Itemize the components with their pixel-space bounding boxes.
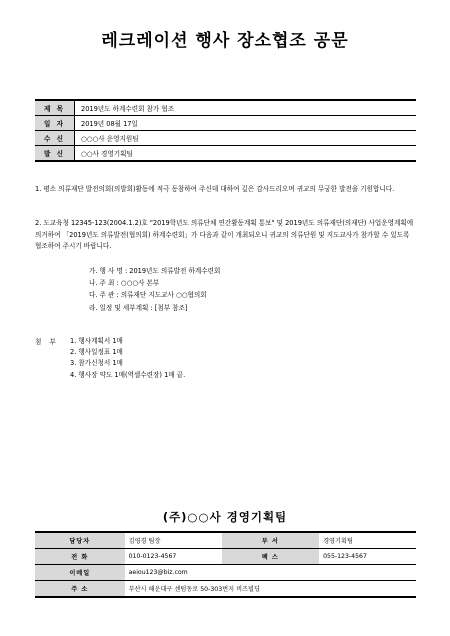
- fax-value: 055-123-4567: [319, 549, 416, 565]
- list-item: 라. 일정 및 세부계획 : [첨부 참조]: [89, 303, 188, 312]
- list-item: 1. 행사계획서 1매: [70, 337, 123, 345]
- header-info-table: [35, 99, 416, 162]
- event-details-list: [89, 265, 220, 314]
- header-value: ○○○사 운영지원팀: [75, 131, 417, 146]
- list-item: 다. 주 관 : 의류재단 지도교사 ○○협의회: [89, 291, 207, 300]
- document-title: 레크레이션 행사 장소협조 공문: [101, 31, 349, 51]
- contact-table: [35, 531, 416, 598]
- header-value: 2019년 08월 17일: [75, 116, 417, 131]
- email-value: aeiou123@biz.com: [125, 565, 416, 581]
- header-row-recipient: [35, 131, 416, 146]
- list-item: 3. 참가신청서 1매: [70, 359, 123, 368]
- phone-value: 010-0123-4567: [125, 549, 222, 565]
- header-row-subject: [35, 100, 416, 116]
- list-item: 2. 행사일정표 1매: [70, 348, 123, 357]
- attachments-label: 첨 부: [35, 338, 59, 346]
- list-item: 4. 행사장 약도 1매(역셀수련장) 1매 끝.: [70, 370, 186, 379]
- header-label: 제 목: [35, 100, 75, 116]
- manager-label: 담당자: [35, 532, 125, 549]
- table-row: [35, 565, 416, 581]
- header-value: ○○사 경영기획팀: [75, 146, 417, 162]
- header-label: 일 자: [35, 116, 75, 131]
- list-item: 나. 주 최 : ○○○사 본부: [89, 279, 160, 288]
- header-value: 2019년도 하계수련회 참가 협조: [75, 100, 417, 116]
- table-row: [35, 532, 416, 549]
- table-row: [35, 581, 416, 598]
- address-value: 부산시 해운대구 센텀동로 50-303번지 비즈빌딩: [125, 581, 416, 598]
- paragraph-2: 2. 도교육청 12345-123(2004.1.2)호 "2019학년도 의류단체 연간활동계획 통보" 및 2019년도 의류재단(의재단) 사업운영계획에 의거하여 「2019년도 의류발전(협의회) 하계수련회」가 다음과 같이 개최되오니 귀교의 의류단원 및 지도교사가 참가할 수 있도록 협조하여 주시기 바랍니다.: [35, 219, 414, 250]
- dept-value: 경영기획팀: [319, 532, 416, 549]
- dept-label: 부 서: [222, 532, 320, 549]
- manager-value: 김영경 팀장: [125, 532, 222, 549]
- header-label: 발 신: [35, 146, 75, 162]
- header-row-sender: [35, 146, 416, 162]
- fax-label: 팩 스: [222, 549, 320, 565]
- attachments-list: [70, 336, 185, 381]
- header-row-date: [35, 116, 416, 131]
- paragraph-1: 1. 평소 의류재단 발전의회(의발회)활동에 적극 동참하여 주신데 대하여 깊은 감사드리오며 귀교의 무궁한 발전을 기원합니다.: [35, 185, 395, 193]
- table-row: [35, 549, 416, 565]
- email-label: 이메일: [35, 565, 125, 581]
- header-label: 수 신: [35, 131, 75, 146]
- organization-name: (주)○○사 경영기획팀: [162, 510, 288, 524]
- list-item: 가. 행 사 명 : 2019년도 의류발전 하계수련회: [89, 267, 221, 275]
- phone-label: 전 화: [35, 549, 125, 565]
- address-label: 주 소: [35, 581, 125, 598]
